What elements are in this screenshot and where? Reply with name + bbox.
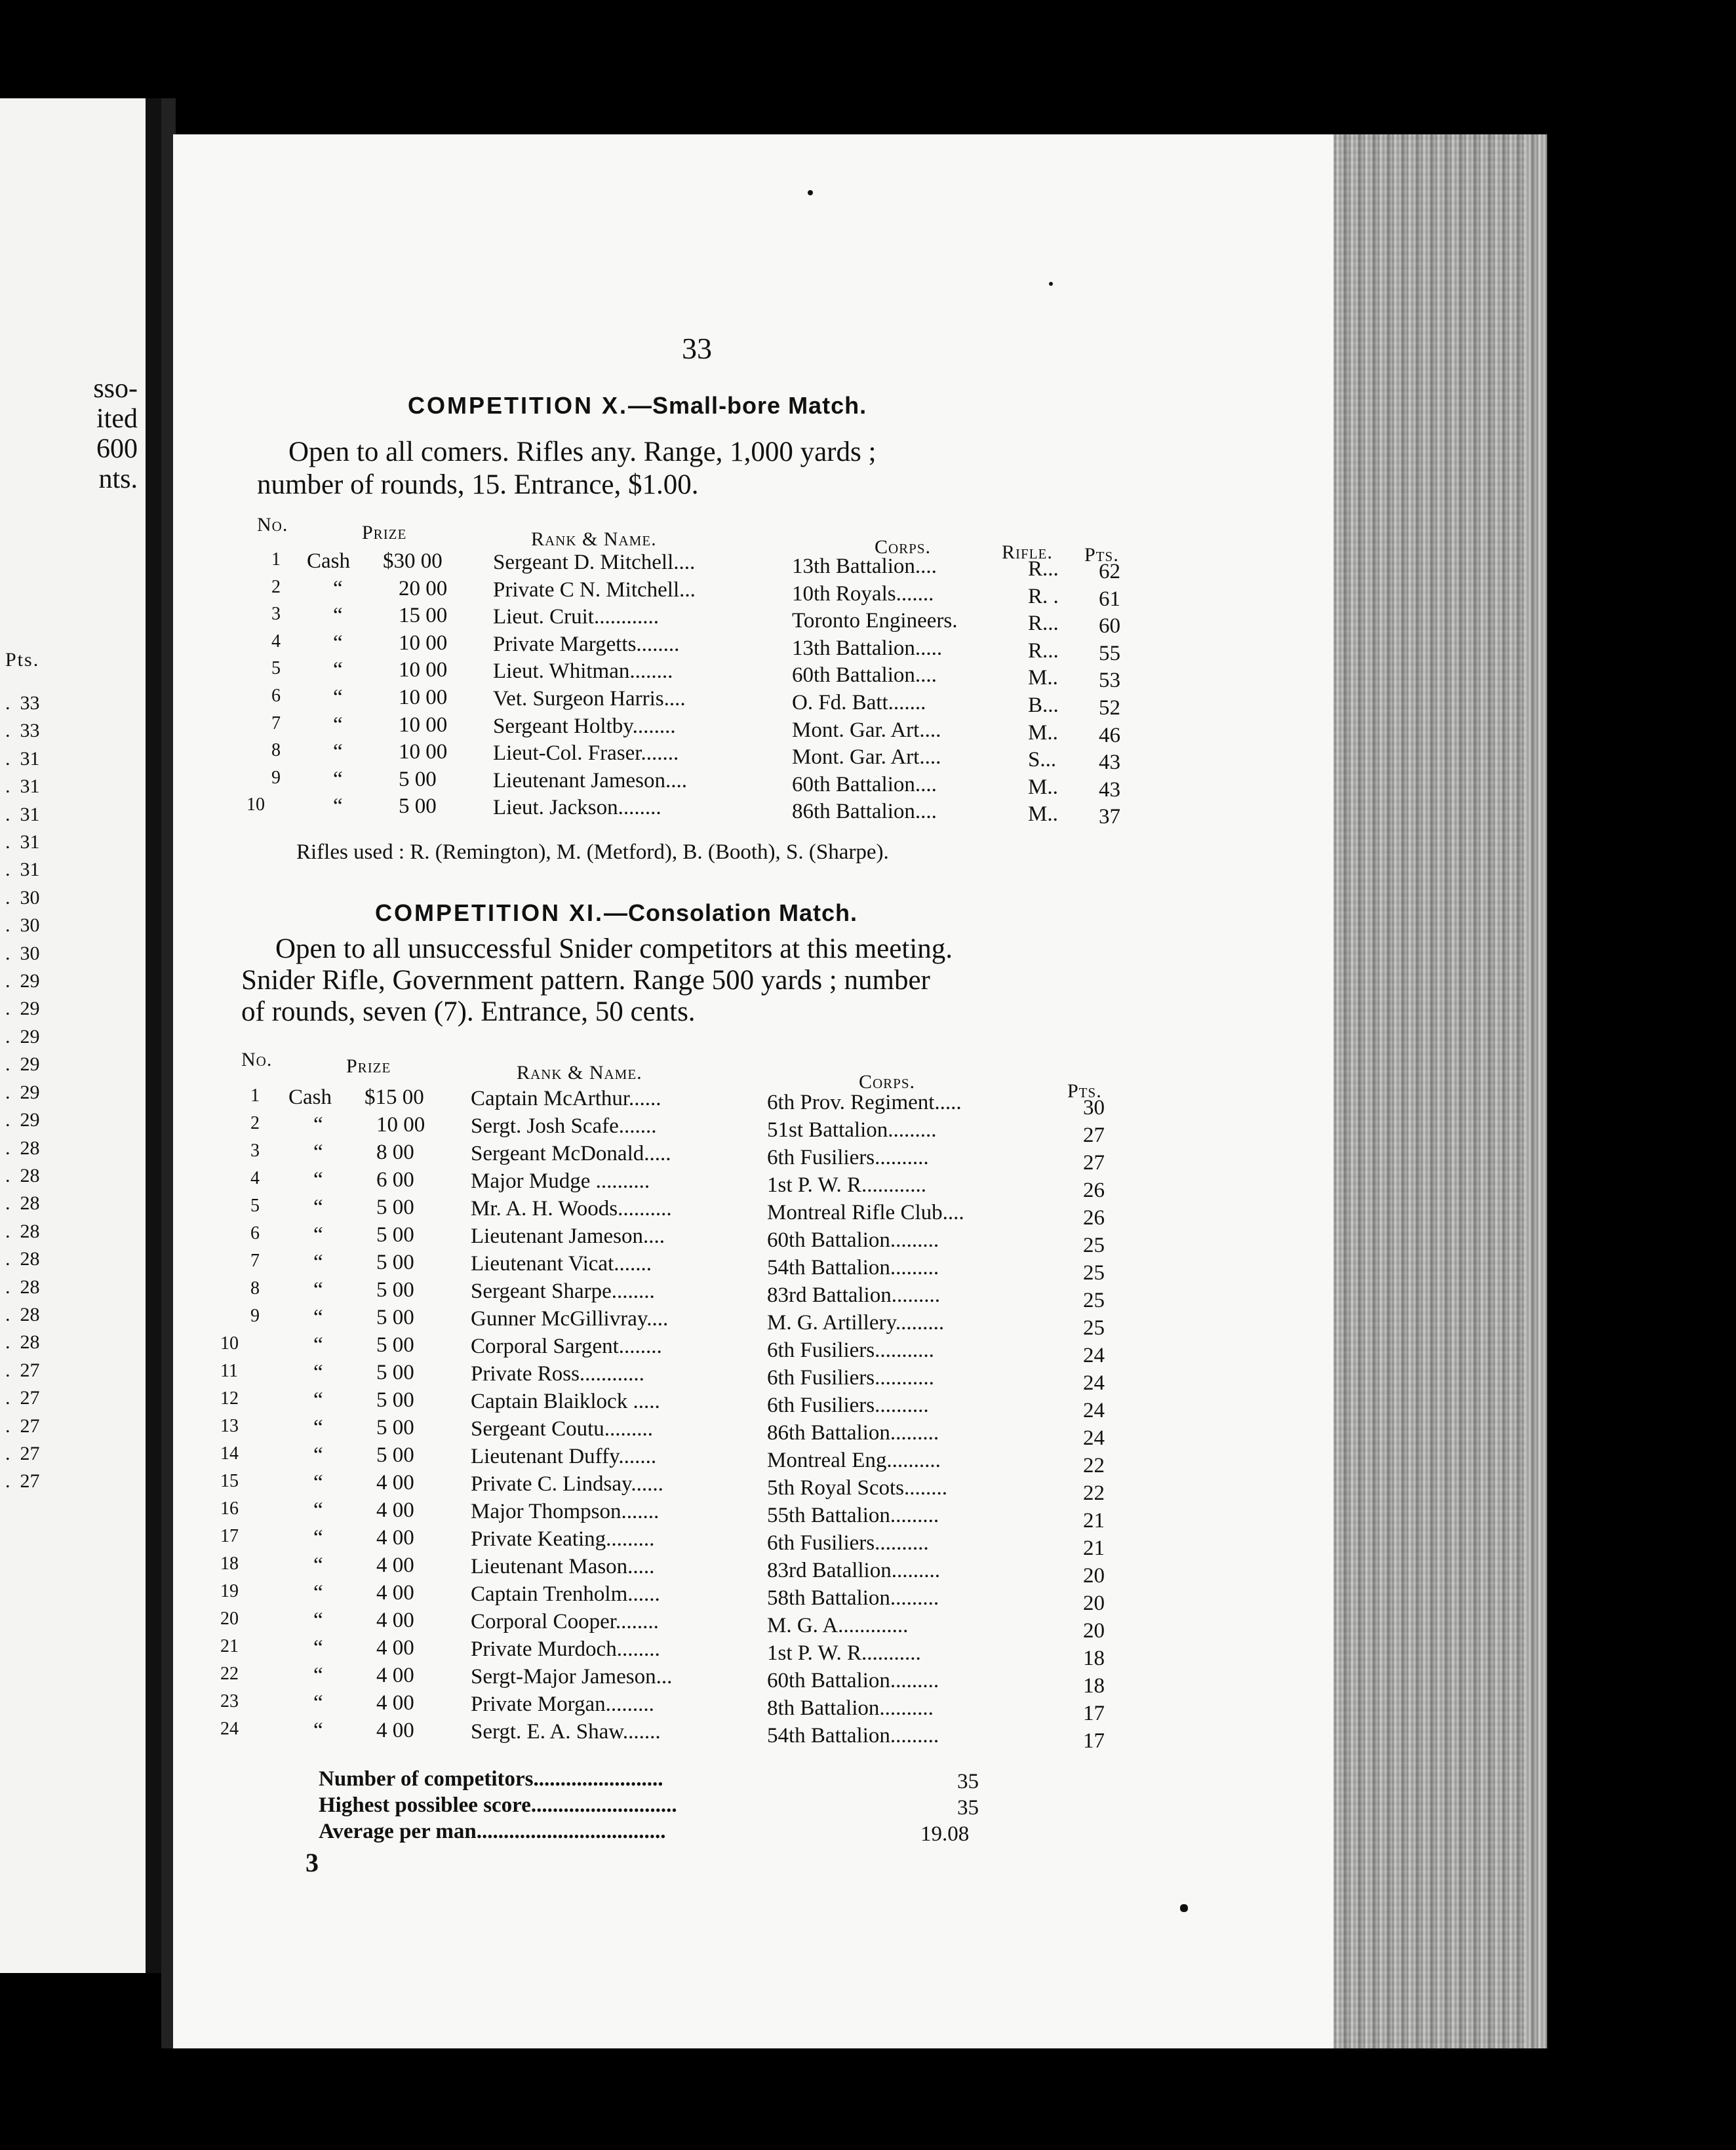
prize-amount: 4 00 <box>376 1526 414 1550</box>
points: 18 <box>1083 1647 1105 1670</box>
left-pts-value: . 29 <box>5 1081 40 1103</box>
left-pts-header: Pts. <box>5 649 40 671</box>
row-number: 10 <box>247 794 265 815</box>
rifles-used-note: Rifles used : R. (Remington), M. (Metford), B. (Booth), S. (Sharpe). <box>296 840 889 864</box>
prize-kind: “ <box>333 686 343 709</box>
prize-kind: Cash <box>307 549 350 573</box>
competition-x-header-pts: Pts. <box>1084 544 1119 566</box>
competitor-name: Lieutenant Duffy....... <box>471 1445 657 1468</box>
row-number: 24 <box>220 1719 239 1739</box>
competition-x-header-corps: Corps. <box>875 536 932 558</box>
competitor-name: Sergeant Holtby........ <box>493 714 676 738</box>
prize-kind: “ <box>333 767 343 791</box>
summary-value: 35 <box>957 1796 979 1820</box>
scan-speck <box>1180 1904 1188 1912</box>
prize-kind: “ <box>333 713 343 737</box>
prize-amount: 15 00 <box>399 604 448 628</box>
main-page <box>173 134 1333 2048</box>
left-pts-value: . 28 <box>5 1303 40 1325</box>
summary-label: Number of competitors........................ <box>319 1767 663 1791</box>
row-number: 15 <box>220 1471 239 1491</box>
points: 30 <box>1083 1096 1105 1120</box>
prize-amount: 10 00 <box>376 1113 425 1137</box>
prize-amount: 5 00 <box>376 1443 414 1467</box>
competition-x-title-tail: —Small-bore Match. <box>628 392 867 419</box>
competition-xi-header-pts: Pts. <box>1067 1080 1102 1102</box>
summary-value: 35 <box>957 1770 979 1793</box>
points: 24 <box>1083 1344 1105 1367</box>
competition-x-title-head: COMPETITION X. <box>408 392 629 419</box>
prize-kind: “ <box>313 1443 323 1467</box>
prize-kind: “ <box>313 1278 323 1302</box>
prize-kind: “ <box>313 1719 323 1742</box>
prize-amount: 5 00 <box>376 1388 414 1412</box>
left-pts-value: . 28 <box>5 1248 40 1270</box>
prize-kind: “ <box>313 1609 323 1632</box>
prize-amount: 5 00 <box>376 1251 414 1274</box>
rifle-code: R... <box>1028 638 1059 663</box>
prize-amount: 5 00 <box>376 1278 414 1302</box>
competitor-name: Private Keating......... <box>471 1527 655 1551</box>
left-pts-value: . 27 <box>5 1415 40 1437</box>
row-number: 3 <box>271 604 281 625</box>
left-pts-value: . 27 <box>5 1470 40 1493</box>
row-number: 12 <box>220 1388 239 1409</box>
row-number: 21 <box>220 1636 239 1656</box>
competitor-name: Vet. Surgeon Harris.... <box>493 687 686 711</box>
summary-label: Highest possiblee score........................... <box>319 1793 677 1817</box>
row-number: 7 <box>271 713 281 733</box>
row-number: 1 <box>271 549 281 570</box>
competitor-corps: Mont. Gar. Art.... <box>792 718 941 742</box>
prize-amount: $30 00 <box>383 549 443 573</box>
competitor-corps: 83rd Battalion......... <box>767 1283 940 1307</box>
competitor-name: Captain Trenholm...... <box>471 1582 660 1606</box>
prize-kind: “ <box>333 740 343 764</box>
competitor-name: Private C N. Mitchell... <box>493 577 696 602</box>
rifle-code: R... <box>1028 612 1059 636</box>
prize-amount: 5 00 <box>376 1306 414 1329</box>
competitor-corps: Toronto Engineers. <box>792 609 958 633</box>
competitor-name: Lieutenant Vicat....... <box>471 1252 652 1276</box>
left-fragment: 600 <box>96 434 138 464</box>
prize-kind: “ <box>313 1113 323 1137</box>
competitor-corps: 6th Fusiliers.......... <box>767 1531 929 1555</box>
prize-kind: “ <box>313 1526 323 1550</box>
competition-xi-title-tail: —Consolation Match. <box>604 899 858 926</box>
points: 25 <box>1083 1261 1105 1285</box>
summary-value: 19.08 <box>920 1822 970 1846</box>
competition-xi-header-prize: Prize <box>346 1055 391 1077</box>
points: 17 <box>1083 1702 1105 1725</box>
page-number: 33 <box>682 332 712 365</box>
prize-amount: 10 00 <box>399 740 448 764</box>
points: 60 <box>1099 614 1120 638</box>
row-number: 6 <box>250 1223 260 1243</box>
competitor-name: Lieut-Col. Fraser....... <box>493 741 679 766</box>
prize-kind: “ <box>313 1416 323 1439</box>
signature-mark: 3 <box>306 1848 319 1877</box>
competitor-name: Captain McArthur...... <box>471 1087 661 1110</box>
competitor-corps: 6th Fusiliers.......... <box>767 1146 929 1169</box>
row-number: 18 <box>220 1554 239 1574</box>
competitor-corps: 6th Fusiliers........... <box>767 1339 934 1362</box>
competitor-name: Lieut. Cruit............ <box>493 605 659 629</box>
prize-amount: 4 00 <box>376 1719 414 1742</box>
competitor-corps: 58th Battalion......... <box>767 1586 939 1610</box>
competitor-name: Corporal Cooper........ <box>471 1610 659 1633</box>
rifle-code: M.. <box>1028 720 1058 745</box>
row-number: 22 <box>220 1664 239 1684</box>
competition-x-header-no: No. <box>257 514 288 536</box>
left-pts-value: . 28 <box>5 1331 40 1354</box>
points: 21 <box>1083 1509 1105 1533</box>
competitor-corps: 55th Battalion......... <box>767 1504 939 1527</box>
prize-amount: 4 00 <box>376 1498 414 1522</box>
row-number: 1 <box>250 1085 260 1106</box>
points: 18 <box>1083 1674 1105 1698</box>
row-number: 2 <box>250 1113 260 1133</box>
competition-x-header-rank-name: Rank & Name. <box>531 528 657 550</box>
prize-amount: 10 00 <box>399 631 448 655</box>
prize-amount: 5 00 <box>376 1333 414 1357</box>
competition-xi-header-corps: Corps. <box>859 1071 916 1093</box>
competition-x-intro-line: number of rounds, 15. Entrance, $1.00. <box>257 469 699 500</box>
prize-kind: “ <box>313 1498 323 1522</box>
competitor-corps: 51st Battalion......... <box>767 1118 937 1142</box>
rifle-code: R... <box>1028 557 1059 581</box>
competitor-name: Sergeant D. Mitchell.... <box>493 551 696 574</box>
prize-amount: 10 00 <box>399 686 448 709</box>
competitor-corps: 83rd Batallion......... <box>767 1559 940 1582</box>
prize-kind: “ <box>313 1196 323 1219</box>
competitor-name: Lieutenant Jameson.... <box>493 768 688 792</box>
left-fragment: sso- <box>93 374 138 404</box>
prize-amount: 4 00 <box>376 1636 414 1660</box>
prize-kind: “ <box>313 1361 323 1384</box>
competitor-name: Sergt-Major Jameson... <box>471 1665 673 1689</box>
prize-kind: “ <box>313 1581 323 1605</box>
left-pts-value: . 30 <box>5 942 40 964</box>
prize-kind: “ <box>313 1664 323 1687</box>
left-pts-value: . 27 <box>5 1387 40 1409</box>
scan-speck <box>1049 282 1053 286</box>
row-number: 4 <box>271 631 281 652</box>
left-pts-value: . 27 <box>5 1359 40 1381</box>
competition-xi-intro-line: Snider Rifle, Government pattern. Range 500 yards ; number <box>241 965 930 996</box>
row-number: 10 <box>220 1333 239 1354</box>
competitor-corps: O. Fd. Batt....... <box>792 691 926 714</box>
rifle-code: S... <box>1028 748 1057 772</box>
prize-kind: “ <box>313 1554 323 1577</box>
points: 62 <box>1099 560 1120 583</box>
row-number: 7 <box>250 1251 260 1271</box>
competition-xi-intro-line: Open to all unsuccessful Snider competitors at this meeting. <box>275 933 953 964</box>
competitor-corps: 60th Battalion.... <box>792 772 937 796</box>
competitor-corps: M. G. A............. <box>767 1614 909 1637</box>
competitor-name: Sergt. Josh Scafe....... <box>471 1114 657 1138</box>
prize-amount: 4 00 <box>376 1554 414 1577</box>
left-pts-value: . 30 <box>5 886 40 909</box>
competitor-corps: M. G. Artillery......... <box>767 1311 945 1335</box>
row-number: 3 <box>250 1141 260 1161</box>
left-pts-value: . 28 <box>5 1220 40 1242</box>
left-pts-value: . 27 <box>5 1442 40 1464</box>
competition-xi-title-head: COMPETITION XI. <box>375 899 604 926</box>
page-edges-texture <box>1330 134 1526 2048</box>
row-number: 11 <box>220 1361 238 1381</box>
competitor-name: Major Thompson....... <box>471 1500 660 1523</box>
prize-kind: “ <box>313 1223 323 1247</box>
prize-amount: 6 00 <box>376 1168 414 1192</box>
competitor-name: Private Ross............ <box>471 1362 644 1386</box>
competitor-name: Gunner McGillivray.... <box>471 1307 669 1331</box>
competition-xi-header-no: No. <box>241 1049 273 1070</box>
competitor-name: Private Murdoch........ <box>471 1637 660 1661</box>
points: 26 <box>1083 1179 1105 1202</box>
points: 61 <box>1099 587 1120 611</box>
competitor-corps: Montreal Rifle Club.... <box>767 1201 964 1224</box>
points: 46 <box>1099 723 1120 747</box>
competition-xi-intro-line: of rounds, seven (7). Entrance, 50 cents. <box>241 996 696 1027</box>
points: 25 <box>1083 1289 1105 1312</box>
points: 25 <box>1083 1234 1105 1257</box>
prize-kind: “ <box>313 1691 323 1715</box>
left-page-gutter <box>146 98 161 1973</box>
prize-kind: “ <box>313 1471 323 1495</box>
competition-xi-header-rank-name: Rank & Name. <box>517 1062 642 1084</box>
row-number: 9 <box>271 767 281 788</box>
row-number: 4 <box>250 1168 260 1188</box>
prize-kind: “ <box>313 1333 323 1357</box>
left-pts-value: . 28 <box>5 1276 40 1298</box>
left-pts-column <box>5 690 40 1496</box>
prize-kind: Cash <box>288 1085 332 1109</box>
points: 43 <box>1099 777 1120 802</box>
points: 26 <box>1083 1206 1105 1230</box>
competition-x-title <box>408 392 867 420</box>
competitor-name: Lieut. Jackson........ <box>493 796 661 820</box>
left-pts-value: . 31 <box>5 831 40 853</box>
left-pts-value: . 31 <box>5 803 40 825</box>
competitor-corps: 10th Royals....... <box>792 581 934 606</box>
left-fragment: nts. <box>98 464 138 494</box>
competitor-corps: 60th Battalion.... <box>792 663 937 688</box>
points: 53 <box>1099 669 1120 693</box>
left-pts-value: . 29 <box>5 970 40 992</box>
competitor-name: Sergeant Sharpe........ <box>471 1280 655 1303</box>
left-page-text-fragments <box>93 374 138 494</box>
prize-amount: 8 00 <box>376 1141 414 1164</box>
prize-kind: “ <box>313 1168 323 1192</box>
left-pts-value: . 31 <box>5 775 40 798</box>
left-pts-value: . 29 <box>5 1109 40 1131</box>
competitor-corps: 60th Battalion......... <box>767 1669 939 1692</box>
points: 21 <box>1083 1536 1105 1560</box>
points: 24 <box>1083 1371 1105 1395</box>
prize-kind: “ <box>313 1251 323 1274</box>
prize-amount: 10 00 <box>399 713 448 737</box>
scan-speck <box>808 190 813 195</box>
row-number: 5 <box>271 658 281 679</box>
rifle-code: M.. <box>1028 666 1058 690</box>
left-pts-value: . 28 <box>5 1192 40 1215</box>
row-number: 20 <box>220 1609 239 1629</box>
prize-amount: $15 00 <box>365 1085 424 1109</box>
prize-kind: “ <box>333 631 343 655</box>
competitor-corps: 6th Fusiliers........... <box>767 1366 934 1390</box>
competitor-name: Lieut. Whitman........ <box>493 659 673 684</box>
row-number: 8 <box>271 740 281 761</box>
row-number: 16 <box>220 1498 239 1519</box>
competitor-name: Private Margetts........ <box>493 632 680 656</box>
competitor-name: Mr. A. H. Woods.......... <box>471 1197 672 1221</box>
points: 24 <box>1083 1426 1105 1450</box>
row-number: 2 <box>271 576 281 597</box>
row-number: 13 <box>220 1416 239 1436</box>
points: 55 <box>1099 641 1120 665</box>
competitor-name: Private Morgan......... <box>471 1692 654 1716</box>
points: 20 <box>1083 1619 1105 1643</box>
competitor-corps: 1st P. W. R........... <box>767 1641 921 1665</box>
competitor-name: Sergeant Coutu......... <box>471 1417 654 1441</box>
row-number: 5 <box>250 1196 260 1216</box>
competitor-name: Sergt. E. A. Shaw....... <box>471 1720 661 1744</box>
competitor-corps: 13th Battalion.... <box>792 555 937 578</box>
left-pts-value: . 33 <box>5 720 40 742</box>
points: 27 <box>1083 1124 1105 1147</box>
competitor-corps: 86th Battalion......... <box>767 1421 939 1445</box>
left-fragment: ited <box>96 404 138 434</box>
prize-kind: “ <box>313 1306 323 1329</box>
rifle-code: M.. <box>1028 775 1058 799</box>
competitor-name: Private C. Lindsay...... <box>471 1472 663 1496</box>
competitor-corps: 6th Prov. Regiment..... <box>767 1091 962 1114</box>
prize-kind: “ <box>333 604 343 628</box>
competitor-name: Sergeant McDonald..... <box>471 1142 671 1165</box>
competitor-name: Major Mudge .......... <box>471 1169 650 1193</box>
row-number: 23 <box>220 1691 239 1711</box>
points: 27 <box>1083 1151 1105 1175</box>
prize-amount: 4 00 <box>376 1691 414 1715</box>
prize-kind: “ <box>333 658 343 682</box>
competitor-corps: 1st P. W. R............ <box>767 1173 926 1197</box>
prize-kind: “ <box>313 1388 323 1412</box>
prize-amount: 4 00 <box>376 1581 414 1605</box>
competition-x-header-prize: Prize <box>362 522 407 543</box>
prize-amount: 5 00 <box>376 1361 414 1384</box>
competitor-corps: 5th Royal Scots........ <box>767 1476 948 1500</box>
prize-amount: 5 00 <box>376 1196 414 1219</box>
left-pts-value: . 28 <box>5 1164 40 1186</box>
points: 43 <box>1099 751 1120 775</box>
row-number: 8 <box>250 1278 260 1299</box>
left-pts-value: . 28 <box>5 1137 40 1159</box>
points: 17 <box>1083 1729 1105 1753</box>
left-pts-value: . 30 <box>5 914 40 937</box>
prize-amount: 4 00 <box>376 1471 414 1495</box>
competitor-name: Corporal Sargent........ <box>471 1335 662 1358</box>
rifle-code: M.. <box>1028 802 1058 827</box>
competitor-corps: 8th Battalion.......... <box>767 1696 934 1720</box>
competitor-corps: Mont. Gar. Art.... <box>792 745 941 770</box>
points: 24 <box>1083 1399 1105 1422</box>
left-pts-value: . 29 <box>5 1053 40 1076</box>
competitor-name: Lieutenant Jameson.... <box>471 1224 665 1248</box>
left-pts-value: . 33 <box>5 692 40 714</box>
prize-kind: “ <box>313 1141 323 1164</box>
points: 22 <box>1083 1454 1105 1477</box>
points: 25 <box>1083 1316 1105 1340</box>
prize-kind: “ <box>313 1636 323 1660</box>
prize-amount: 4 00 <box>376 1609 414 1632</box>
competitor-corps: Montreal Eng.......... <box>767 1449 941 1472</box>
competitor-corps: 13th Battalion..... <box>792 636 943 660</box>
left-page-fragment <box>0 98 146 1973</box>
competitor-name: Lieutenant Mason..... <box>471 1555 655 1578</box>
rifle-code: B... <box>1028 694 1059 717</box>
points: 22 <box>1083 1481 1105 1505</box>
prize-amount: 20 00 <box>399 576 448 600</box>
row-number: 9 <box>250 1306 260 1326</box>
prize-amount: 5 00 <box>376 1223 414 1247</box>
row-number: 19 <box>220 1581 239 1601</box>
rifle-code: R. . <box>1028 584 1059 608</box>
prize-amount: 5 00 <box>399 794 437 819</box>
points: 52 <box>1099 696 1120 720</box>
competitor-corps: 54th Battalion......... <box>767 1724 939 1748</box>
competitor-corps: 60th Battalion......... <box>767 1228 939 1252</box>
prize-amount: 4 00 <box>376 1664 414 1687</box>
points: 37 <box>1099 805 1120 829</box>
summary-label: Average per man................................... <box>319 1820 666 1843</box>
prize-amount: 10 00 <box>399 658 448 682</box>
competitor-corps: 54th Battalion......... <box>767 1256 939 1280</box>
points: 20 <box>1083 1592 1105 1615</box>
left-pts-value: . 31 <box>5 747 40 770</box>
left-pts-value: . 31 <box>5 859 40 881</box>
points: 20 <box>1083 1564 1105 1588</box>
prize-amount: 5 00 <box>399 767 437 791</box>
row-number: 17 <box>220 1526 239 1546</box>
competitor-corps: 6th Fusiliers.......... <box>767 1394 929 1417</box>
prize-kind: “ <box>333 576 343 600</box>
competition-xi-title <box>375 899 858 927</box>
competition-x-header-rifle: Rifle. <box>1002 541 1053 563</box>
left-pts-value: . 29 <box>5 998 40 1020</box>
left-pts-value: . 29 <box>5 1025 40 1047</box>
competition-x-intro-line: Open to all comers. Rifles any. Range, 1,000 yards ; <box>288 437 877 467</box>
competitor-corps: 86th Battalion.... <box>792 800 937 824</box>
competitor-name: Captain Blaiklock ..... <box>471 1390 660 1413</box>
row-number: 14 <box>220 1443 239 1464</box>
row-number: 6 <box>271 686 281 706</box>
prize-kind: “ <box>333 794 343 819</box>
prize-amount: 5 00 <box>376 1416 414 1439</box>
